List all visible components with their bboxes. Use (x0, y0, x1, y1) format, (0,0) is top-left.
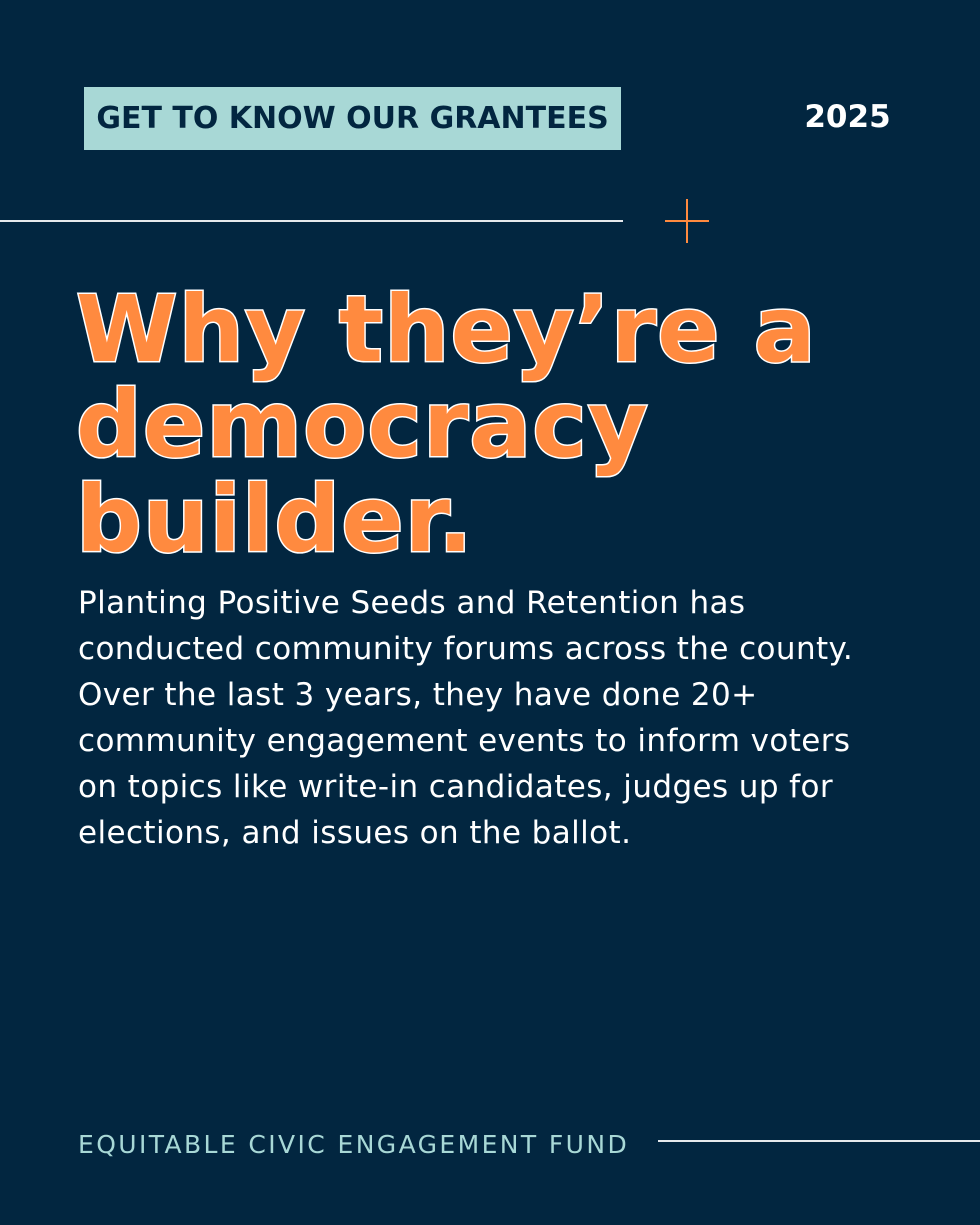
section-tag: GET TO KNOW OUR GRANTEES (84, 87, 621, 150)
footer-organization-name: EQUITABLE CIVIC ENGAGEMENT FUND (78, 1130, 630, 1159)
headline (76, 276, 956, 573)
headline-line-3: builder. (76, 466, 474, 573)
bottom-divider (658, 1140, 980, 1142)
headline-line-2: democracy (76, 371, 649, 478)
body-paragraph: Planting Positive Seeds and Retention has conducted community forums across the county. Over the last 3 years, they have done 20+ community engagement events to inform voters on topics like write-in candidates, judges up for elections, and issues on the ballot. (78, 585, 854, 851)
headline-line-1: Why they’re a (76, 276, 817, 383)
year-label: 2025 (804, 99, 891, 135)
top-divider (0, 220, 623, 222)
sparkle-cross-icon (665, 199, 709, 243)
